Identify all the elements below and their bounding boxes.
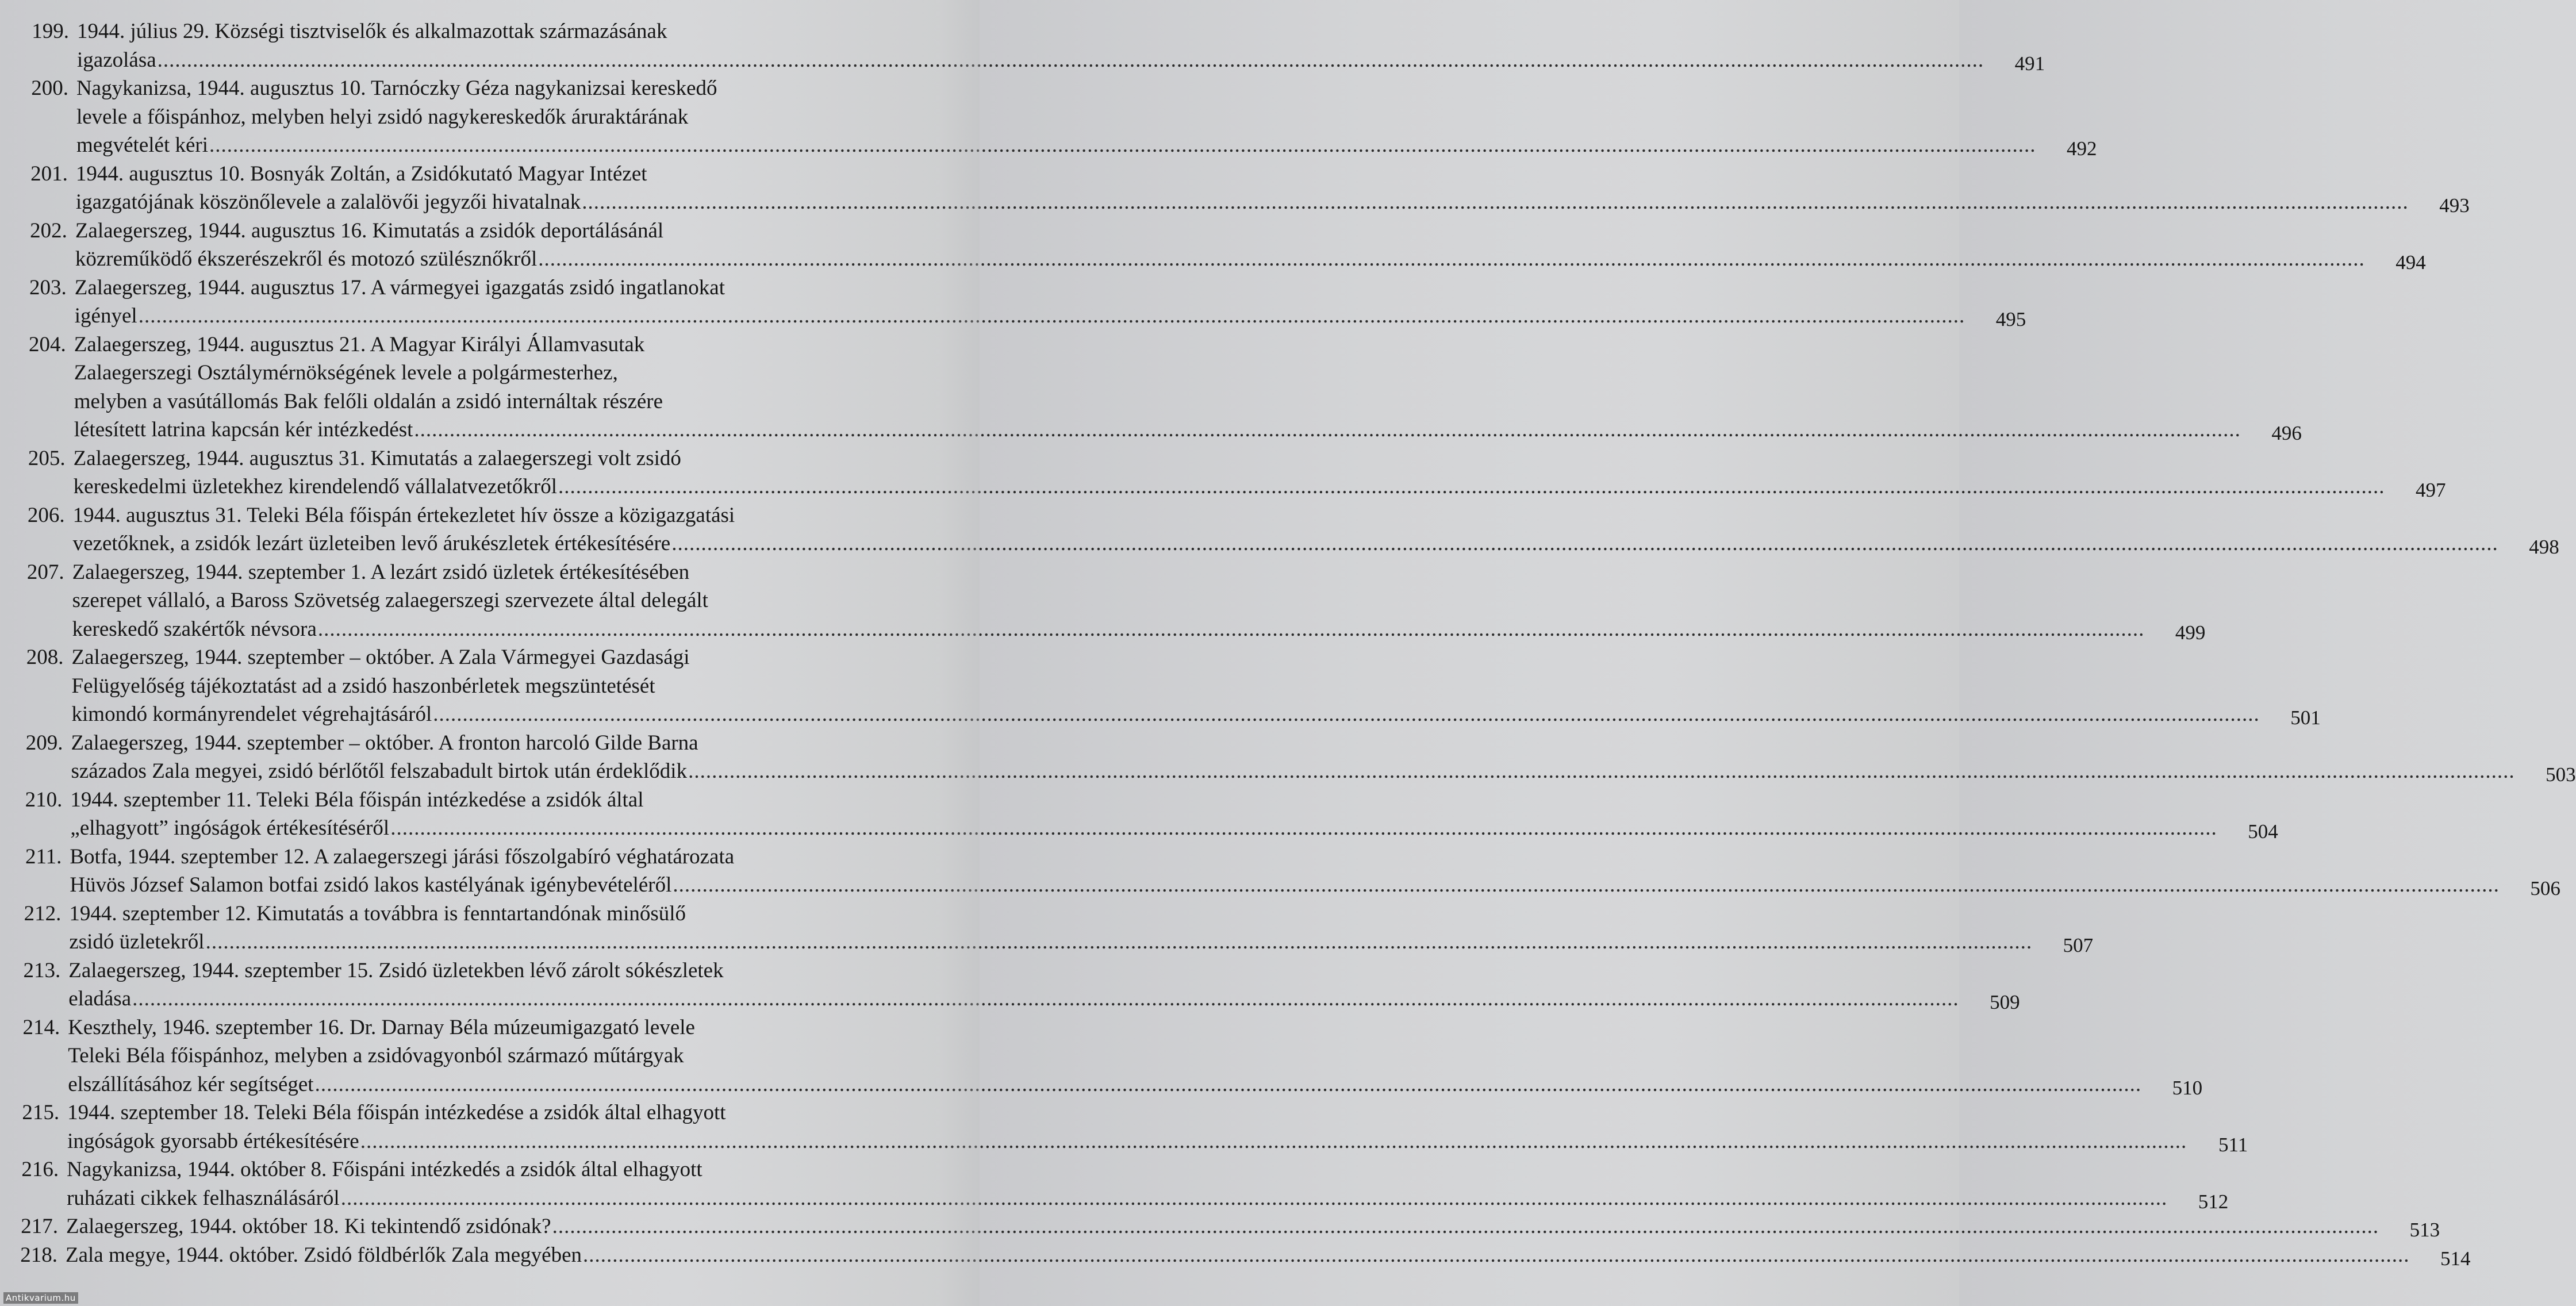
toc-entry bbox=[7, 558, 2206, 644]
entry-title-line: Zalaegerszeg, 1944. augusztus 16. Kimutatás a zsidók deportálásánál bbox=[75, 218, 664, 243]
dot-leader bbox=[206, 928, 2033, 957]
entry-title bbox=[73, 501, 2559, 558]
toc-entry bbox=[3, 900, 2094, 957]
page-number: 499 bbox=[2175, 621, 2206, 644]
toc-entry bbox=[3, 957, 2020, 1013]
entry-title bbox=[67, 1155, 2228, 1212]
dot-leader bbox=[582, 188, 2409, 217]
entry-title-line: létesített latrina kapcsán kér intézkedést bbox=[74, 418, 413, 441]
entry-title-line: 1944. szeptember 12. Kimutatás a továbbra is fenntartandónak minősülő bbox=[69, 901, 686, 925]
toc-entry bbox=[1, 1212, 2440, 1241]
dot-leader bbox=[414, 416, 2241, 444]
entry-title-line: 1944. szeptember 11. Teleki Béla főispán intézkedése a zsidók által bbox=[70, 788, 644, 812]
toc-entry bbox=[8, 444, 2446, 501]
page-number: 510 bbox=[2172, 1076, 2203, 1099]
entry-title bbox=[75, 274, 2026, 331]
entry-title-line: Nagykanizsa, 1944. október 8. Főispáni intézkedés a zsidók által elhagyott bbox=[67, 1158, 702, 1181]
toc-entry bbox=[7, 501, 2559, 558]
entry-title-last-line bbox=[73, 529, 2500, 558]
entry-title-line: 1944. augusztus 31. Teleki Béla főispán értekezletet hív össze a közigazgatási bbox=[72, 503, 735, 527]
entry-number: 203. bbox=[29, 275, 67, 299]
entry-number: 207. bbox=[26, 560, 64, 584]
entry-title bbox=[70, 843, 2560, 900]
entry-number: 218. bbox=[20, 1243, 57, 1267]
entry-title-last-line bbox=[68, 985, 1960, 1013]
page-number: 496 bbox=[2271, 422, 2302, 444]
page-number: 507 bbox=[2063, 934, 2094, 957]
entry-title-last-line bbox=[74, 473, 2386, 501]
dot-leader bbox=[315, 1070, 2142, 1099]
entry-title-last-line bbox=[70, 814, 2218, 843]
page-number: 494 bbox=[2395, 251, 2426, 274]
page-number: 512 bbox=[2198, 1190, 2229, 1213]
entry-title-last-line bbox=[72, 700, 2261, 729]
entry-number: 201. bbox=[30, 162, 68, 186]
page-number: 506 bbox=[2530, 877, 2560, 900]
toc-entry bbox=[6, 643, 2321, 729]
page-number: 498 bbox=[2529, 536, 2559, 558]
entry-number: 204. bbox=[28, 332, 66, 356]
entry-title-line: ingóságok gyorsabb értékesítésére bbox=[67, 1129, 359, 1153]
entry-title-line: kereskedelmi üzletekhez kirendelendő vállalatvezetőkről bbox=[73, 475, 558, 498]
entry-title-line: kereskedő szakértők névsora bbox=[72, 617, 317, 641]
entry-title-line: „elhagyott” ingóságok értékesítéséről bbox=[70, 816, 390, 840]
page-number: 509 bbox=[1990, 991, 2020, 1013]
entry-title-line: Botfa, 1944. szeptember 12. A zalaegerszegi járási főszolgabíró véghatározata bbox=[70, 844, 735, 869]
dot-leader bbox=[158, 46, 1984, 75]
entry-title-last-line bbox=[66, 1212, 2380, 1241]
entry-title bbox=[76, 74, 2097, 160]
page-number: 492 bbox=[2067, 137, 2097, 160]
dot-leader bbox=[583, 1241, 2410, 1270]
entry-title-line: vezetőknek, a zsidók lezárt üzleteiben levő árukészletek értékesítésére bbox=[72, 532, 671, 555]
entry-title-line: Zalaegerszeg, 1944. szeptember 1. A lezárt zsidó üzletek értékesítésében bbox=[72, 560, 690, 584]
entry-title-last-line bbox=[76, 131, 2037, 160]
entry-number: 216. bbox=[21, 1158, 59, 1181]
entry-number: 210. bbox=[25, 788, 63, 812]
entry-title-last-line bbox=[74, 416, 2242, 444]
toc-entry bbox=[10, 160, 2470, 217]
entry-number: 206. bbox=[27, 503, 65, 527]
entry-title-last-line bbox=[66, 1241, 2411, 1270]
page-number: 495 bbox=[1995, 308, 2026, 331]
entry-number: 213. bbox=[23, 958, 61, 982]
entry-title bbox=[72, 558, 2206, 644]
entry-title-line: Hüvös József Salamon botfai zsidó lakos kastélyának igénybevételéről bbox=[70, 873, 672, 897]
dot-leader bbox=[132, 985, 1959, 1013]
toc-entry bbox=[4, 843, 2560, 900]
entry-title-line: Nagykanizsa, 1944. augusztus 10. Tarnóczky Géza nagykanizsai kereskedő bbox=[76, 76, 717, 100]
toc-entry bbox=[9, 274, 2026, 331]
entry-number: 209. bbox=[25, 731, 63, 755]
entry-title-last-line bbox=[69, 928, 2033, 957]
page-number: 493 bbox=[2439, 194, 2470, 217]
entry-title-line: szerepet vállaló, a Baross Szövetség zalaegerszegi szervezete által delegált bbox=[72, 589, 708, 612]
facing-page-shadow bbox=[939, 0, 980, 1306]
toc-entry bbox=[11, 74, 2097, 160]
page-number: 503 bbox=[2546, 763, 2576, 786]
toc-entry bbox=[9, 331, 2302, 444]
entry-title bbox=[68, 1013, 2202, 1099]
entry-title-last-line bbox=[67, 1127, 2188, 1156]
entry-title-line: melyben a vasútállomás Bak felőli oldalán a zsidó internáltak részére bbox=[74, 389, 663, 413]
entry-number: 199. bbox=[32, 20, 69, 43]
entry-title bbox=[76, 160, 2470, 217]
entry-title-line: Zalaegerszeg, 1944. augusztus 17. A vármegyei igazgatás zsidó ingatlanokat bbox=[74, 275, 725, 299]
toc-entry bbox=[1, 1155, 2229, 1213]
toc-entry bbox=[2, 1098, 2248, 1156]
entry-title-line: Zalaegerszeg, 1944. szeptember – október. A Zala Vármegyei Gazdasági bbox=[71, 646, 690, 669]
entry-title bbox=[75, 217, 2426, 274]
entry-title-last-line bbox=[68, 1070, 2143, 1099]
entry-title-line: Felügyelőség tájékoztatást ad a zsidó haszonbérletek megszüntetését bbox=[71, 674, 655, 698]
entry-title bbox=[66, 1241, 2471, 1270]
entry-title-line: Zalaegerszegi Osztálymérnökségének levele a polgármesterhez, bbox=[74, 361, 618, 385]
entry-title-last-line bbox=[77, 46, 1985, 75]
entry-title-last-line bbox=[71, 757, 2516, 786]
entry-title-line: százados Zala megyei, zsidó bérlőtől felszabadult birtok után érdeklődik bbox=[71, 759, 688, 783]
toc-entry bbox=[0, 1241, 2471, 1270]
entry-number: 217. bbox=[21, 1215, 59, 1238]
entry-number: 200. bbox=[31, 76, 68, 100]
dot-leader bbox=[360, 1127, 2187, 1156]
dot-leader bbox=[433, 700, 2260, 729]
entry-title-line: ruházati cikkek felhasználásáról bbox=[67, 1186, 340, 1210]
table-of-contents bbox=[0, 17, 2576, 1270]
entry-title bbox=[66, 1212, 2440, 1241]
entry-number: 205. bbox=[28, 446, 66, 470]
entry-title bbox=[74, 444, 2446, 501]
entry-title-line: Zalaegerszeg, 1944. szeptember 15. Zsidó üzletekben lévő zárolt sókészletek bbox=[68, 958, 724, 982]
entry-title-line: igazolása bbox=[77, 48, 156, 72]
watermark: Antikvarium.hu bbox=[3, 1292, 78, 1304]
entry-title-line: megvételét kéri bbox=[76, 133, 209, 157]
dot-leader bbox=[341, 1184, 2168, 1213]
entry-title-last-line bbox=[67, 1184, 2168, 1213]
entry-title-line: levele a főispánhoz, melyben helyi zsidó nagykereskedők áruraktárának bbox=[76, 105, 689, 129]
page-number: 504 bbox=[2248, 820, 2278, 843]
entry-title-line: igényel bbox=[74, 304, 137, 328]
entry-number: 208. bbox=[26, 646, 64, 669]
entry-number: 214. bbox=[22, 1015, 60, 1039]
entry-title bbox=[67, 1098, 2248, 1155]
dot-leader bbox=[552, 1212, 2379, 1241]
toc-entry bbox=[10, 217, 2426, 274]
toc-entry bbox=[2, 1013, 2203, 1099]
dot-leader bbox=[139, 302, 1965, 331]
page-number: 513 bbox=[2409, 1219, 2440, 1241]
entry-title-line: 1944. augusztus 10. Bosnyák Zoltán, a Zsidókutató Magyar Intézet bbox=[75, 162, 647, 186]
toc-entry bbox=[5, 729, 2576, 786]
page-number: 514 bbox=[2440, 1247, 2471, 1270]
page-number: 511 bbox=[2218, 1133, 2248, 1156]
dot-leader bbox=[558, 473, 2385, 501]
dot-leader bbox=[390, 814, 2217, 843]
entry-title bbox=[70, 786, 2278, 843]
dot-leader bbox=[209, 131, 2036, 160]
entry-title bbox=[71, 729, 2575, 786]
entry-title-line: Zalaegerszeg, 1944. október 18. Ki tekintendő zsidónak? bbox=[66, 1215, 551, 1238]
entry-number: 211. bbox=[25, 844, 62, 869]
dot-leader bbox=[318, 615, 2145, 644]
entry-title-line: Zala megye, 1944. október. Zsidó földbérlők Zala megyében bbox=[66, 1243, 582, 1267]
page-number: 501 bbox=[2290, 706, 2321, 729]
entry-title bbox=[72, 643, 2321, 729]
entry-title bbox=[77, 17, 2045, 74]
entry-title-line: 1944. július 29. Községi tisztviselők és alkalmazottak származásának bbox=[77, 20, 667, 43]
entry-number: 215. bbox=[22, 1101, 60, 1124]
toc-entry bbox=[5, 786, 2278, 843]
entry-title-last-line bbox=[75, 245, 2366, 274]
entry-title-last-line bbox=[72, 615, 2146, 644]
entry-title-line: Zalaegerszeg, 1944. augusztus 21. A Magyar Királyi Államvasutak bbox=[74, 332, 645, 356]
entry-title-line: elszállításához kér segítséget bbox=[68, 1072, 314, 1096]
toc-page bbox=[0, 17, 2576, 1306]
entry-title-line: 1944. szeptember 18. Teleki Béla főispán intézkedése a zsidók által elhagyott bbox=[67, 1101, 726, 1124]
entry-title-line: Teleki Béla főispánhoz, melyben a zsidóvagyonból származó műtárgyak bbox=[68, 1044, 684, 1067]
entry-title bbox=[74, 331, 2302, 444]
entry-title-line: kimondó kormányrendelet végrehajtásáról bbox=[71, 702, 432, 726]
entry-title-last-line bbox=[76, 188, 2410, 217]
entry-title-line: Keszthely, 1946. szeptember 16. Dr. Darnay Béla múzeumigazgató levele bbox=[68, 1015, 695, 1039]
entry-title-line: Zalaegerszeg, 1944. augusztus 31. Kimutatás a zalaegerszegi volt zsidó bbox=[73, 446, 681, 470]
toc-entry bbox=[11, 17, 2045, 75]
entry-title bbox=[68, 957, 2020, 1013]
entry-number: 202. bbox=[30, 218, 67, 243]
entry-title-line: eladása bbox=[68, 987, 132, 1011]
entry-title-last-line bbox=[70, 871, 2501, 900]
page-number: 497 bbox=[2416, 479, 2446, 501]
entry-title-line: zsidó üzletekről bbox=[69, 930, 205, 954]
entry-number: 212. bbox=[24, 901, 62, 925]
entry-title bbox=[69, 900, 2093, 957]
page-number: 491 bbox=[2014, 52, 2045, 75]
entry-title-line: igazgatójának köszönőlevele a zalalövői jegyzői hivatalnak bbox=[75, 190, 581, 214]
entry-title-last-line bbox=[75, 302, 1966, 331]
entry-title-line: közreműködő ékszerészekről és motozó szülésznőkről bbox=[75, 247, 538, 271]
entry-title-line: Zalaegerszeg, 1944. szeptember – október. A fronton harcoló Gilde Barna bbox=[71, 731, 698, 755]
dot-leader bbox=[538, 245, 2365, 274]
